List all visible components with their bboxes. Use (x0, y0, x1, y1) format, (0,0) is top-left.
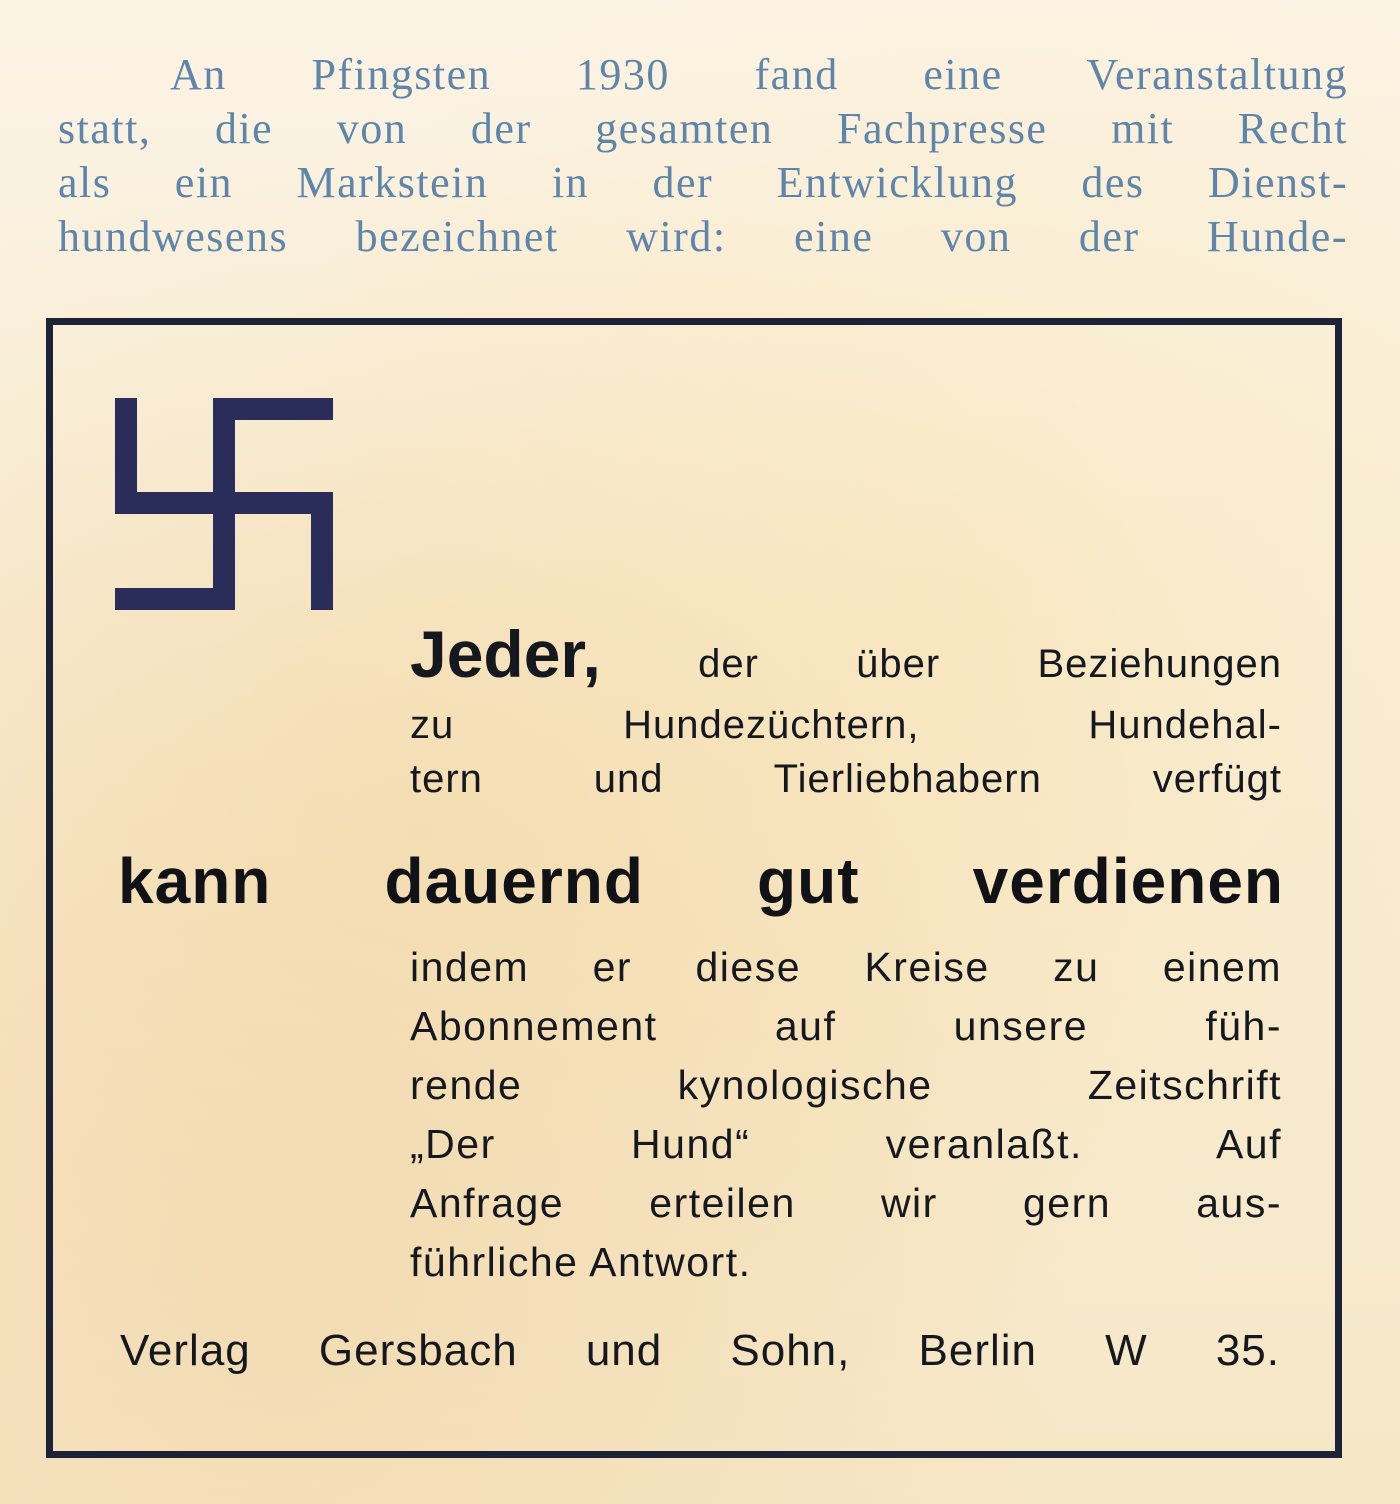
lead-line: tern und Tierliebhabern verfügt (410, 757, 1282, 801)
lead-first-word: Jeder, (410, 617, 601, 691)
intro-line: statt, die von der gesamten Fachpresse mit Recht (58, 104, 1348, 153)
body-line: indem er diese Kreise zu einem (410, 944, 1282, 990)
intro-line: hundwesens bezeichnet wird: eine von der Hunde- (58, 212, 1348, 261)
hakenkreuz-emblem-icon (115, 398, 335, 610)
body-paragraph (410, 938, 1282, 1292)
intro-paragraph (58, 48, 1348, 264)
ad-headline: kann dauernd gut verdienen (118, 845, 1284, 917)
body-line: „Der Hund“ veranlaßt. Auf (410, 1121, 1282, 1167)
intro-line: An Pfingsten 1930 fand eine Veranstaltung (170, 50, 1348, 99)
body-line: führliche Antwort. (410, 1239, 752, 1285)
body-line: Anfrage erteilen wir gern aus- (410, 1180, 1282, 1226)
lead-first-rest: der über Beziehungen (698, 642, 1282, 686)
lead-paragraph (410, 610, 1282, 806)
publisher-line: Verlag Gersbach und Sohn, Berlin W 35. (120, 1326, 1280, 1375)
lead-line: zu Hundezüchtern, Hundehal- (410, 703, 1282, 747)
intro-line: als ein Markstein in der Entwicklung des Dienst- (58, 158, 1348, 207)
body-line: Abonnement auf unsere füh- (410, 1003, 1282, 1049)
lead-first-line (410, 610, 1282, 698)
body-line: rende kynologische Zeitschrift (410, 1062, 1282, 1108)
